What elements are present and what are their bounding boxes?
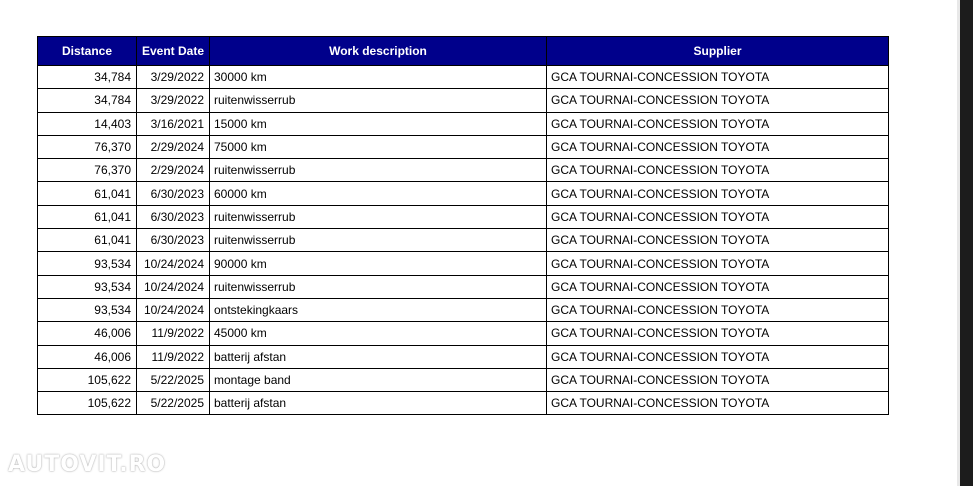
table-row [38,368,889,391]
cell-event-date: 10/24/2024 [137,275,210,298]
cell-distance: 76,370 [38,135,137,158]
cell-work-description: ruitenwisserrub [210,89,547,112]
cell-work-description: 15000 km [210,112,547,135]
cell-distance: 46,006 [38,322,137,345]
cell-work-description: ruitenwisserrub [210,159,547,182]
cell-work-description: batterij afstan [210,392,547,415]
cell-supplier: GCA TOURNAI-CONCESSION TOYOTA [547,252,889,275]
cell-supplier: GCA TOURNAI-CONCESSION TOYOTA [547,298,889,321]
cell-event-date: 3/29/2022 [137,66,210,89]
cell-supplier: GCA TOURNAI-CONCESSION TOYOTA [547,205,889,228]
cell-distance: 105,622 [38,392,137,415]
cell-work-description: 90000 km [210,252,547,275]
cell-event-date: 6/30/2023 [137,205,210,228]
table-row [38,205,889,228]
cell-distance: 93,534 [38,252,137,275]
cell-event-date: 10/24/2024 [137,252,210,275]
cell-work-description: ruitenwisserrub [210,205,547,228]
cell-distance: 61,041 [38,182,137,205]
cell-event-date: 6/30/2023 [137,182,210,205]
table-row [38,229,889,252]
cell-supplier: GCA TOURNAI-CONCESSION TOYOTA [547,322,889,345]
cell-work-description: montage band [210,368,547,391]
cell-work-description: 45000 km [210,322,547,345]
table-row [38,298,889,321]
header-distance: Distance [38,37,137,66]
cell-supplier: GCA TOURNAI-CONCESSION TOYOTA [547,66,889,89]
cell-supplier: GCA TOURNAI-CONCESSION TOYOTA [547,345,889,368]
table-row [38,392,889,415]
table-row [38,275,889,298]
table-row [38,66,889,89]
cell-distance: 61,041 [38,205,137,228]
cell-distance: 34,784 [38,66,137,89]
cell-event-date: 5/22/2025 [137,392,210,415]
table-row [38,345,889,368]
table-row [38,135,889,158]
header-supplier: Supplier [547,37,889,66]
cell-work-description: 30000 km [210,66,547,89]
table-row [38,322,889,345]
service-history-table [37,36,889,415]
cell-distance: 105,622 [38,368,137,391]
cell-supplier: GCA TOURNAI-CONCESSION TOYOTA [547,182,889,205]
cell-supplier: GCA TOURNAI-CONCESSION TOYOTA [547,229,889,252]
table-row [38,252,889,275]
cell-distance: 14,403 [38,112,137,135]
cell-event-date: 11/9/2022 [137,345,210,368]
cell-event-date: 3/16/2021 [137,112,210,135]
cell-distance: 34,784 [38,89,137,112]
table-row [38,182,889,205]
cell-supplier: GCA TOURNAI-CONCESSION TOYOTA [547,135,889,158]
cell-supplier: GCA TOURNAI-CONCESSION TOYOTA [547,392,889,415]
table-row [38,89,889,112]
cell-event-date: 10/24/2024 [137,298,210,321]
cell-event-date: 2/29/2024 [137,135,210,158]
table-row [38,112,889,135]
cell-supplier: GCA TOURNAI-CONCESSION TOYOTA [547,89,889,112]
cell-distance: 93,534 [38,298,137,321]
cell-work-description: ruitenwisserrub [210,275,547,298]
cell-work-description: ontstekingkaars [210,298,547,321]
cell-work-description: ruitenwisserrub [210,229,547,252]
cell-supplier: GCA TOURNAI-CONCESSION TOYOTA [547,112,889,135]
cell-distance: 93,534 [38,275,137,298]
cell-work-description: batterij afstan [210,345,547,368]
cell-distance: 61,041 [38,229,137,252]
cell-distance: 46,006 [38,345,137,368]
table-header-row [38,37,889,66]
right-edge-bar [957,0,973,486]
cell-event-date: 6/30/2023 [137,229,210,252]
cell-supplier: GCA TOURNAI-CONCESSION TOYOTA [547,275,889,298]
header-event-date: Event Date [137,37,210,66]
header-work-description: Work description [210,37,547,66]
watermark-logo: AUTOVIT.RO [8,452,167,477]
table-row [38,159,889,182]
cell-supplier: GCA TOURNAI-CONCESSION TOYOTA [547,368,889,391]
cell-event-date: 2/29/2024 [137,159,210,182]
cell-distance: 76,370 [38,159,137,182]
cell-event-date: 5/22/2025 [137,368,210,391]
cell-event-date: 3/29/2022 [137,89,210,112]
cell-work-description: 75000 km [210,135,547,158]
cell-work-description: 60000 km [210,182,547,205]
cell-event-date: 11/9/2022 [137,322,210,345]
cell-supplier: GCA TOURNAI-CONCESSION TOYOTA [547,159,889,182]
